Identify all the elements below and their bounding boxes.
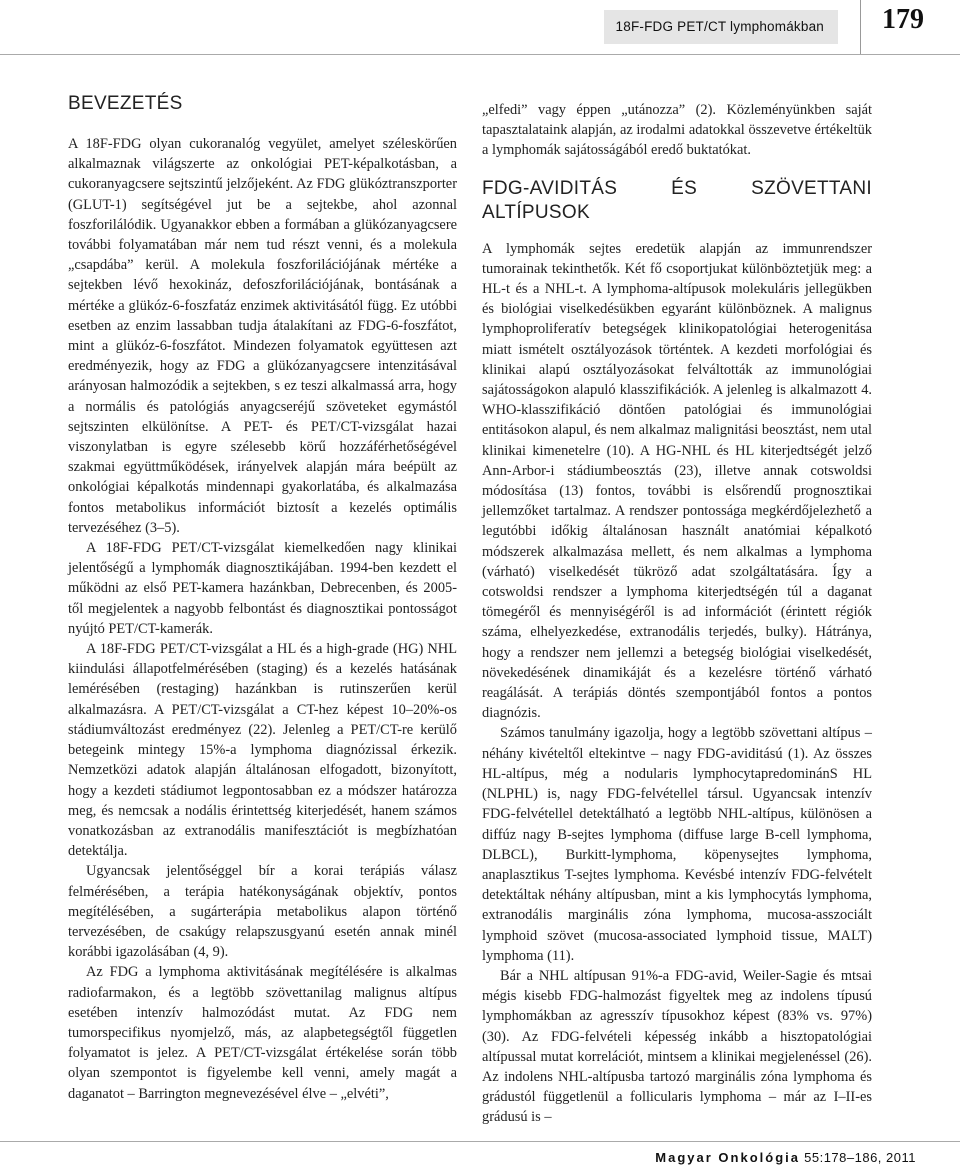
running-title: 18F-FDG PET/CT lymphomákban (604, 10, 838, 44)
journal-name: Magyar Onkológia (655, 1150, 800, 1165)
paragraph: Az FDG a lymphoma aktivitásának megítélésére is alkalmas radiofarmakon, és a legtöbb szövettanilag malignus altípus esetében intenzív halmozódást mutat. Az FDG nem tumorspecifikus nyomjelző, más, az alapbetegségtől független folyamatot is jelez. A PET/CT-vizsgálat értékelése során több olyan szempontot is figyelembe kell venni, amely magát a daganatot – Barrington megnevezésével élve – „elvéti”, (68, 964, 457, 1102)
paragraph: A 18F-FDG olyan cukoranalóg vegyület, amelyet széleskörűen alkalmaznak világszerte az onkológiai PET-képalkotásban, a cukoranyagcsere sejtszintű jelzőjeként. Az FDG glükóztranszporter (GLUT-1) segítségével jut be a sejtekbe, ahol azonnal foszforilálódik. Ugyanakkor ebben a formában a glükózanyagcsere további folyamatában már nem tud részt venni, és a molekula „csapdába” kerül. A molekula foszforilációjának mértéke a sejtekben lévő hexokináz, defoszforilációjának, bontásának a mértéke a glükóz-6-foszfatáz enzimek aktivitásától függ. Ez utóbbi esetben az enzim lassabban tudja átalakítani az FDG-6-foszfátot, mint a glükóz-6-foszfátot. Mindezen folyamatok együttesen azt eredményezik, hogy az FDG a glükózanyagcsere intenzitásával arányosan halmozódik a sejtekben, s ez teszi alkalmassá arra, hogy a normális és patológiás anyagcseréjű szöveteket egymástól sejtszinten elkülönítse. A PET- és PET/CT-vizsgálat hazai viszonylatban is egyre szélesebb körű hozzáférhetőségével szakmai együttműködések, irányelvek alapján mára beépült az onkológiai képalkotás mindennapi gyakorlatába, és alkalmazása fontos metabolikus információt biztosít a kezelés optimális tervezéséhez (3–5). (68, 136, 457, 536)
section-heading-fdg-aviditas: FDG-AVIDITÁS ÉS SZÖVETTANI ALTÍPUSOK (482, 177, 872, 223)
journal-citation: 55:178–186, 2011 (804, 1150, 916, 1165)
right-column (482, 100, 872, 1128)
paragraph-continuation: „elfedi” vagy éppen „utánozza” (2). Közleményünkben saját tapasztalataink alapján, az irodalmi adatokkal összevetve értékeltük a lymphomák sajátosságából eredő buktatókat. (482, 102, 872, 159)
page-number: 179 (882, 4, 924, 35)
journal-footer (655, 1150, 916, 1165)
header-rule (0, 54, 960, 55)
section-heading-bevezetes: BEVEZETÉS (68, 93, 183, 114)
paragraph: Ugyancsak jelentőséggel bír a korai terápiás válasz felmérésében, a terápia hatékonyságának objektív, pontos megítélésében, a sugárterápia metabolikus alapon történő tervezésében, de csakúgy relapszusgyanú esetén annak minél korábbi igazolásában (4, 9). (68, 863, 457, 961)
paragraph: A 18F-FDG PET/CT-vizsgálat kiemelkedően nagy klinikai jelentőségű a lymphomák diagnosztikájában. 1994-ben kezdett el működni az első PET-kamera hazánkban, Debrecenben, és 2005-től megjelentek a nagyobb felbontást és diagnosztikai pontosságot nyújtó PET/CT-kamerák. (68, 540, 457, 637)
paragraph: Számos tanulmány igazolja, hogy a legtöbb szövettani altípus – néhány kivételtől eltekintve – nagy FDG-aviditású (1). Az összes HL-altípus, még a nodularis lymphocytapredominánS HL (NLPHL) is, nagy FDG-felvétellel társul. Ugyancsak intenzív FDG-felvétellel detektálható a legtöbb NHL-altípus, különösen a diffúz nagy B-sejtes lymphoma (diffuse large B-cell lymphoma, DLBCL), Burkitt-lymphoma, köpenysejtes lymphoma, anaplasztikus T-sejtes lymphoma. Kevésbé intenzív FDG-felvételt detektáltak néhány altípusban, mint a kis lymphocytás lymphoma, extranodális marginális zóna lymphoma, mucosa-asszociált lymphoid szövet (mucosa-associated lymphoid tissue, MALT) lymphoma (11). (482, 725, 872, 964)
header-divider (860, 0, 861, 54)
paragraph: A lymphomák sejtes eredetük alapján az immunrendszer tumorainak tekinthetők. Két fő csoportjukat különböztetjük meg: a HL-t és a NHL-t. A lymphoma-altípusok molekuláris jellegükben és biológiai viselkedésükben egyaránt különböznek. A malignus lymphoproliferatív betegségek klinikopatológiai heterogenitása miatt ismételt osztályozások történtek. A kezdeti morfológiai és klinikai alapú osztályozásokat felváltották az immunológiai sajátosságokon alapuló klasszifikációk. A jelenleg is alkalmazott 4. WHO-klasszifikáció döntően patológiai és immunológiai entitásokon alapul, és nem alkalmaz malignitási beosztást, nem utal klinikai kimenetelre (10). A HG-NHL és HL kiterjedtségét jelző Ann-Arbor-i stádiumbeosztás (23), illetve annak cotswoldsi módosítása (13) fontos, további is elsőrendű prognosztikai jellemzőket tartalmaz. A rendszer pontossága megkérdőjelezhető a legutóbbi időkig általánosan használt anatómiai képalkotó módszerek alkalmazása mellett, és nem alkalmas a lymphoma (várható) viselkedését tükröző adat szolgáltatására. Így a cotswoldsi rendszer a lymphoma kiterjedtségén túl a daganat tömegéről és mennyiségéről is ad információt (érintett régiók száma, elhelyezkedése, extranodális terjedés, bulky). Hátránya, hogy a rendszer nem jellemzi a betegség biológiai viselkedését, növekedésének dinamikáját és a kezelésre történő várható reagálását. A terápiás döntés szempontjából fontos a pontos diagnózis. (482, 240, 872, 722)
left-column (68, 92, 457, 1104)
paragraph: A 18F-FDG PET/CT-vizsgálat a HL és a high-grade (HG) NHL kiindulási állapotfelmérésében (staging) és a kezelés hatásának lemérésében (restaging) hazánkban is rutinszerűen kerül alkalmazásra. A PET/CT-vizsgálat a CT-hez képest 10–20%-os stádiumváltozást eredményez (22). Jelenleg a PET/CT-re kerülő betegeink mintegy 15%-a lymphoma diagnózissal érkezik. Nemzetközi adatok alapján általánosan elfogadott, bizonyított, hogy a kezdeti stádiumot legpontosabban ez a módszer határozza meg, és nemcsak a nodális érintettség kiterjedését, hanem számos vonatkozásban az extranodális manifesztációt is megbízhatóan detektálja. (68, 641, 457, 860)
running-header (0, 0, 960, 54)
paragraph: Bár a NHL altípusan 91%-a FDG-avid, Weiler-Sagie és mtsai mégis kisebb FDG-halmozást figyeltek meg az indolens típusú lymphomákban az agresszív típusokhoz képest (83% vs. 97%) (30). Az FDG-felvételi képesség inkább a hisztopatológiai altípussal mutat korrelációt, mintsem a klinikai megjelenéssel (26). Az indolens NHL-altípusba tartozó marginális zóna lymphoma és grádustól függetlenül a follicularis lymphoma – már az I–II-es grádusú is – (482, 967, 872, 1126)
footer-rule (0, 1141, 960, 1142)
